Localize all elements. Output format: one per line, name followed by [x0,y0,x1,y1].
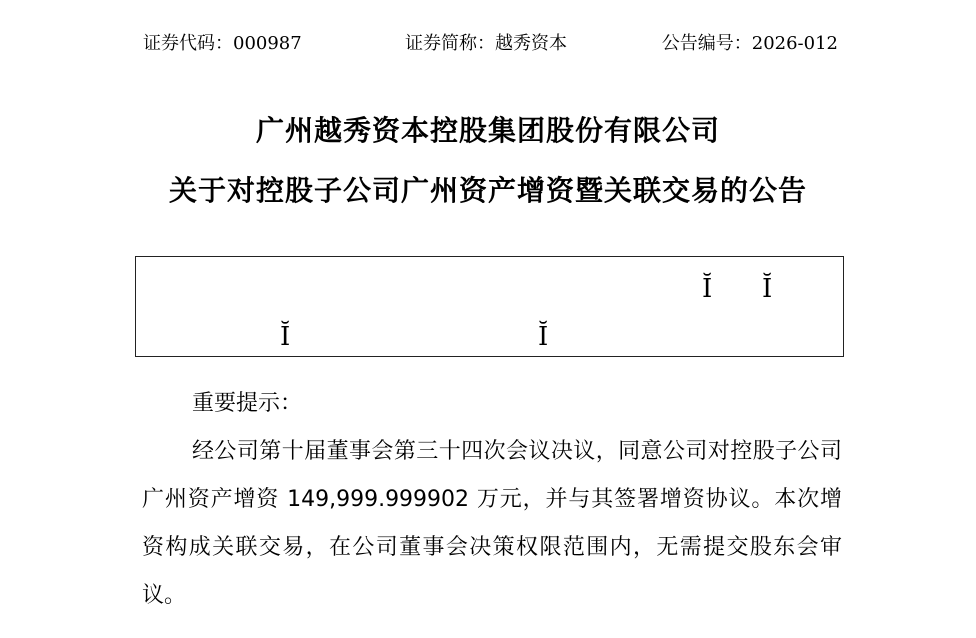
notice-glyph-1: Ĭ [702,274,713,304]
document-title-line-2: 关于对控股子公司广州资产增资暨关联交易的公告 [168,174,807,207]
notice-glyph-3: Ĭ [280,322,291,352]
board-guarantee-notice-box [135,256,844,357]
body-paragraph-1: 经公司第十届董事会第三十四次会议决议，同意公司对控股子公司广州资产增资 149,999.999902 万元，并与其签署增资协议。本次增资构成关联交易，在公司董事会决策权限范围内，无需提交股东会审议。 [142,439,842,608]
notice-glyph-4: Ĭ [538,322,549,352]
header-stock-code: 证券代码：000987 [143,33,302,54]
header-stock-name: 证券简称：越秀资本 [405,33,567,54]
important-tips-label: 重要提示： [192,391,303,416]
notice-glyph-2: Ĭ [762,274,773,304]
header-announcement-number: 公告编号：2026-012 [661,33,838,54]
document-title-line-1: 广州越秀资本控股集团股份有限公司 [255,114,720,147]
